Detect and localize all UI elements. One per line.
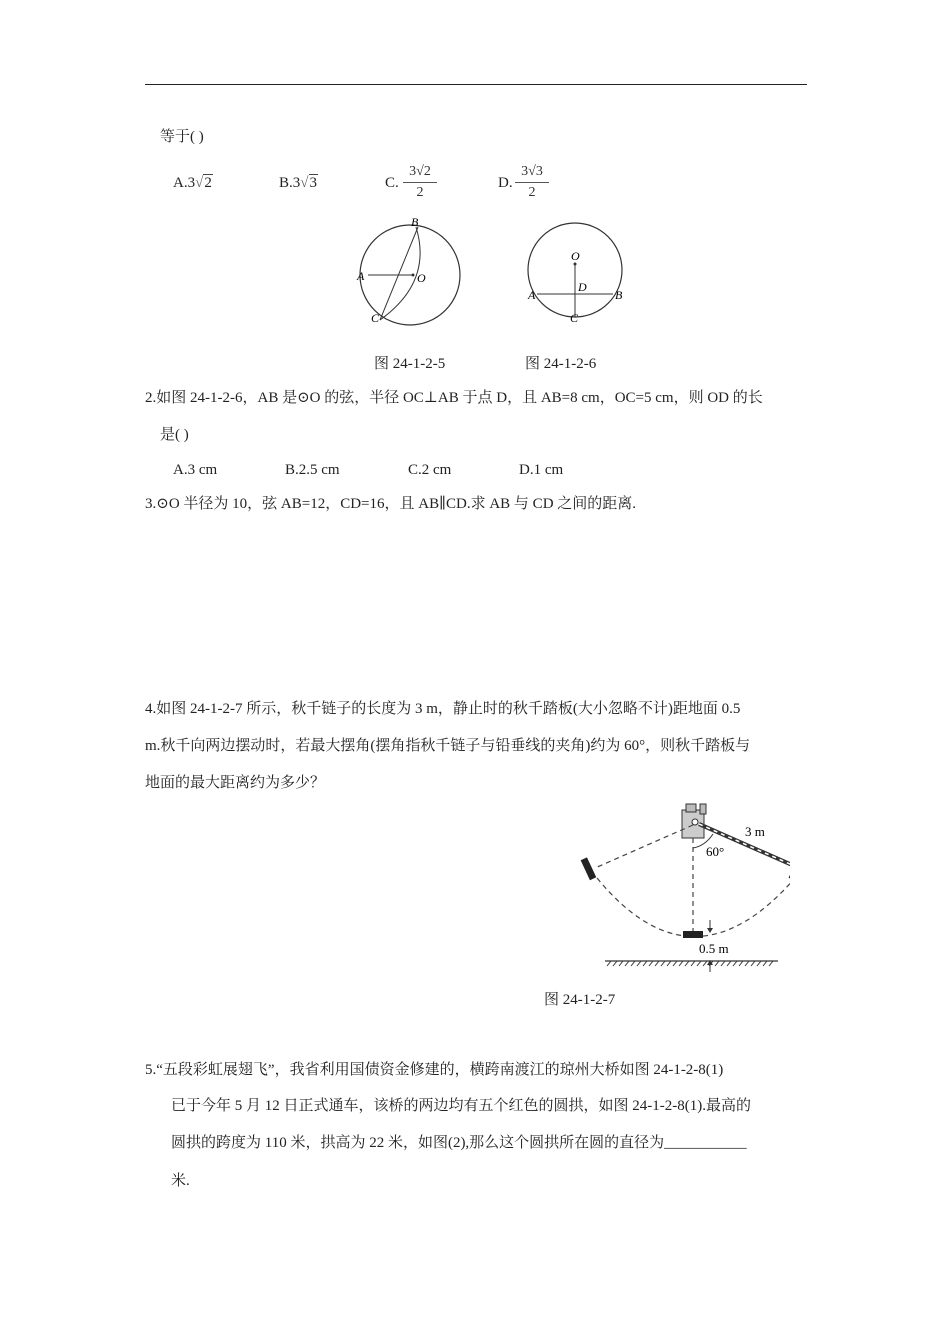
- left-seat: [581, 857, 597, 880]
- q1-option-d-fraction: 3√3 2: [515, 164, 549, 201]
- height-label: 0.5 m: [699, 941, 729, 956]
- fig6-caption: 图 24-1-2-6: [525, 356, 597, 372]
- q4-line2: m.秋千向两边摆动时，若最大摆角(摆角指秋千链子与铅垂线的夹角)约为 60°，则秋千踏板与: [145, 738, 751, 754]
- q1-option-a: A.3√2: [173, 175, 212, 191]
- right-seat: [789, 858, 790, 881]
- label-C: C: [570, 311, 579, 325]
- q4-line1: 4.如图 24-1-2-7 所示，秋千链子的长度为 3 m，静止时的秋千踏板(大小忽略不计)距地面 0.5: [145, 701, 741, 717]
- header-rule: [145, 84, 807, 85]
- q2-option-d: D.1 cm: [519, 462, 564, 478]
- pivot-bracket-icon: [682, 804, 706, 838]
- figure-24-1-2-5: [350, 212, 470, 332]
- figure-24-1-2-7: [575, 800, 790, 975]
- fig5-caption: 图 24-1-2-5: [374, 356, 446, 372]
- q5-line1: 5.“五段彩虹展翅飞”，我省利用国债资金修建的，横跨南渡江的琼州大桥如图 24-1-2-8(1): [145, 1062, 724, 1078]
- q2-option-b: B.2.5 cm: [285, 462, 340, 478]
- fig7-caption: 图 24-1-2-7: [544, 992, 616, 1008]
- label-O: O: [417, 271, 426, 285]
- q5-line2: 已于今年 5 月 12 日正式通车，该桥的两边均有五个红色的圆拱，如图 24-1-2-8(1).最高的: [171, 1098, 751, 1114]
- center-point: [412, 274, 415, 277]
- ground-hatching: [607, 961, 773, 966]
- q2-option-a: A.3 cm: [173, 462, 218, 478]
- figure-24-1-2-6: [520, 212, 635, 332]
- q1-option-d-label: D.: [498, 175, 513, 191]
- q4-line3: 地面的最大距离约为多少？: [145, 775, 326, 791]
- q5-line4: 米.: [171, 1173, 190, 1189]
- label-D: D: [578, 280, 587, 294]
- left-chain-dashed: [595, 825, 693, 868]
- label-O: O: [571, 249, 580, 263]
- bottom-seat: [683, 931, 703, 938]
- chord-BC: [380, 227, 418, 320]
- label-B: B: [411, 215, 419, 229]
- q1-option-c-fraction: 3√2 2: [403, 164, 437, 201]
- q2-option-c: C.2 cm: [408, 462, 452, 478]
- label-A: A: [357, 269, 365, 283]
- q1-tail: 等于( ): [160, 129, 204, 145]
- label-A: A: [528, 288, 536, 302]
- q1-option-b: B.3√3: [279, 175, 317, 191]
- q3-line1: 3.⊙O 半径为 10，弦 AB=12，CD=16，且 AB∥CD.求 AB 与 CD 之间的距离.: [145, 496, 637, 512]
- q2-line1: 2.如图 24-1-2-6，AB 是⊙O 的弦，半径 OC⊥AB 于点 D，且 AB=8 cm，OC=5 cm，则 OD 的长: [145, 390, 763, 406]
- label-C: C: [371, 311, 380, 325]
- q5-line3: 圆拱的跨度为 110 米，拱高为 22 米，如图(2),那么这个圆拱所在圆的直径为___________: [171, 1135, 747, 1151]
- q2-line2: 是( ): [160, 427, 189, 443]
- angle-label: 60°: [706, 844, 725, 859]
- q1-option-c-label: C.: [385, 175, 399, 191]
- chain-length-label: 3 m: [745, 824, 765, 839]
- label-B: B: [615, 288, 623, 302]
